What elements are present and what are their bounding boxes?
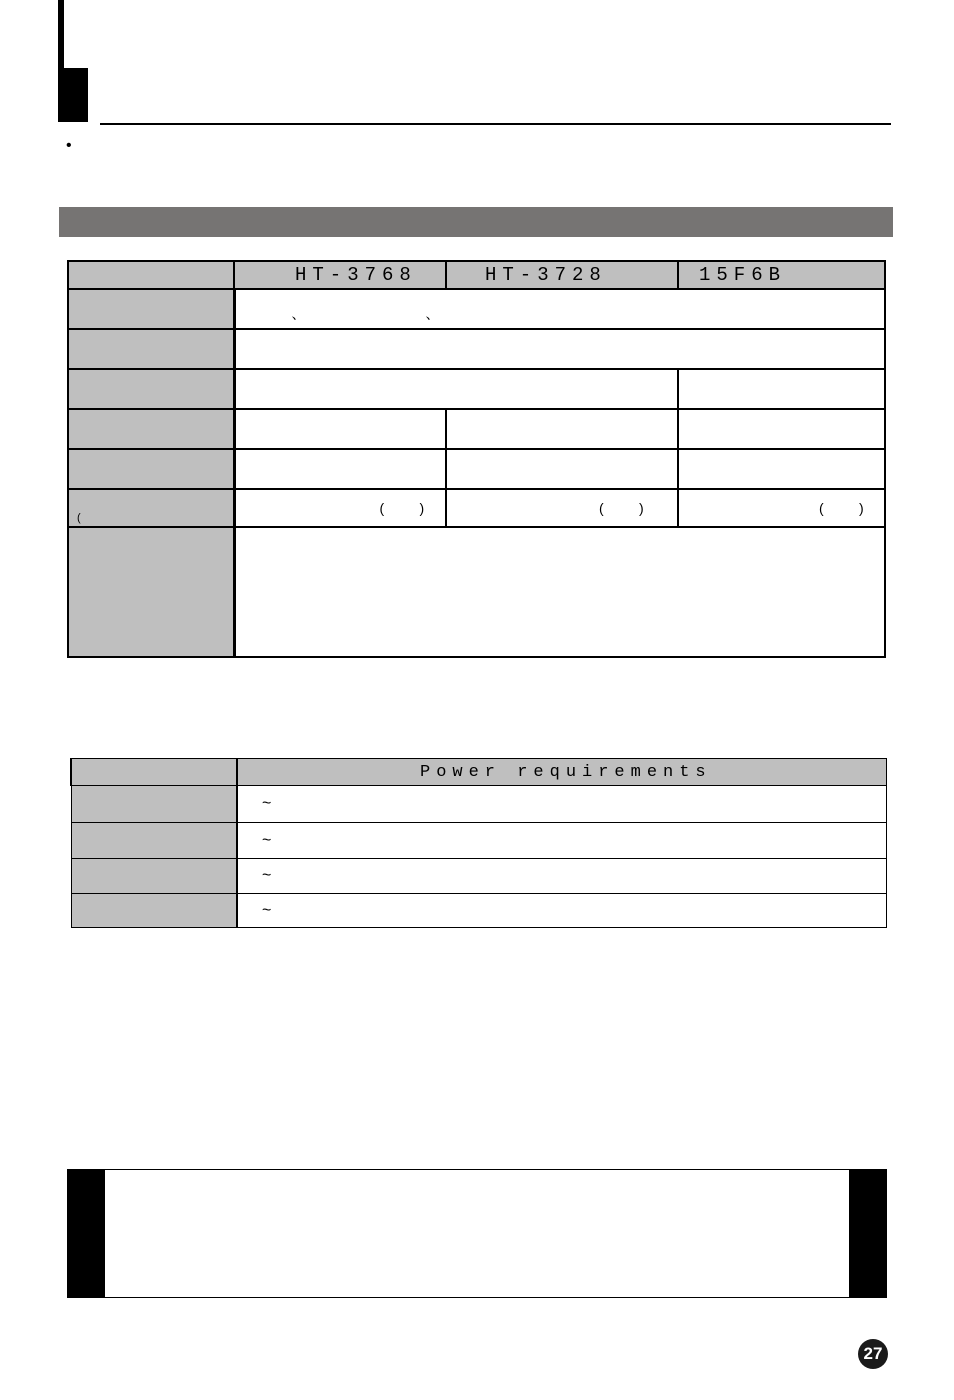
power-row-value: ~ (237, 823, 886, 859)
note-box (67, 1169, 887, 1298)
spec-row-value (446, 489, 678, 527)
power-row-label (71, 786, 237, 823)
paren-open: ( (77, 512, 81, 524)
spec-row-value (234, 489, 446, 527)
spec-row-value (678, 369, 885, 409)
spec-row-value (678, 449, 885, 489)
power-row (71, 823, 886, 859)
spec-row-label (68, 449, 234, 489)
spec-row-value (234, 369, 678, 409)
model-ht3728: HT-3728 (446, 261, 678, 289)
paren-open: ( (819, 500, 824, 516)
spec-row-label (68, 489, 234, 527)
power-row-value: ~ (237, 894, 886, 928)
spec-row (68, 329, 885, 369)
power-header-row (71, 759, 886, 786)
spec-row-value (446, 409, 678, 449)
spec-row-label (68, 369, 234, 409)
spec-row (68, 409, 885, 449)
spec-header-label (68, 261, 234, 289)
power-table (70, 758, 887, 928)
comma-mark: 、 (425, 306, 440, 322)
power-row-label (71, 823, 237, 859)
power-row-label (71, 894, 237, 928)
power-header-label (71, 759, 237, 786)
spec-row-label (68, 527, 234, 657)
bullet: • (66, 137, 72, 154)
header-block (58, 68, 88, 122)
spec-header-row (68, 261, 885, 289)
note-box-right-bar (849, 1169, 887, 1298)
spec-row-value (234, 527, 885, 657)
power-header: Power requirements (237, 759, 886, 786)
section-band (59, 207, 893, 237)
spec-row (68, 449, 885, 489)
spec-row-value (234, 329, 885, 369)
spec-row-value (678, 489, 885, 527)
power-row-label (71, 859, 237, 894)
comma-mark: 、 (291, 306, 306, 322)
spec-row-value (678, 409, 885, 449)
spec-row-label (68, 289, 234, 329)
note-box-left-bar (67, 1169, 105, 1298)
model-15f6b: 15F6B (678, 261, 885, 289)
spec-row (68, 527, 885, 657)
spec-row (68, 369, 885, 409)
spec-row-label (68, 329, 234, 369)
spec-row (68, 289, 885, 329)
spec-row-label (68, 409, 234, 449)
spec-row-value (446, 449, 678, 489)
power-row-value: ~ (237, 859, 886, 894)
spec-row (68, 489, 885, 527)
spec-row-value (234, 449, 446, 489)
power-row (71, 859, 886, 894)
paren-close: ) (419, 500, 425, 516)
spec-row-value (234, 289, 885, 329)
model-ht3768: HT-3768 (234, 261, 446, 289)
page-number: 27 (858, 1339, 888, 1369)
paren-open: ( (379, 500, 385, 516)
paren-close: ) (639, 500, 644, 516)
paren-open: ( (599, 500, 604, 516)
spec-row-value (234, 409, 446, 449)
header-rule (100, 123, 891, 125)
power-row-value: ~ (237, 786, 886, 823)
power-row (71, 786, 886, 823)
power-row (71, 894, 886, 928)
spec-table (67, 260, 886, 658)
paren-close: ) (859, 500, 864, 516)
